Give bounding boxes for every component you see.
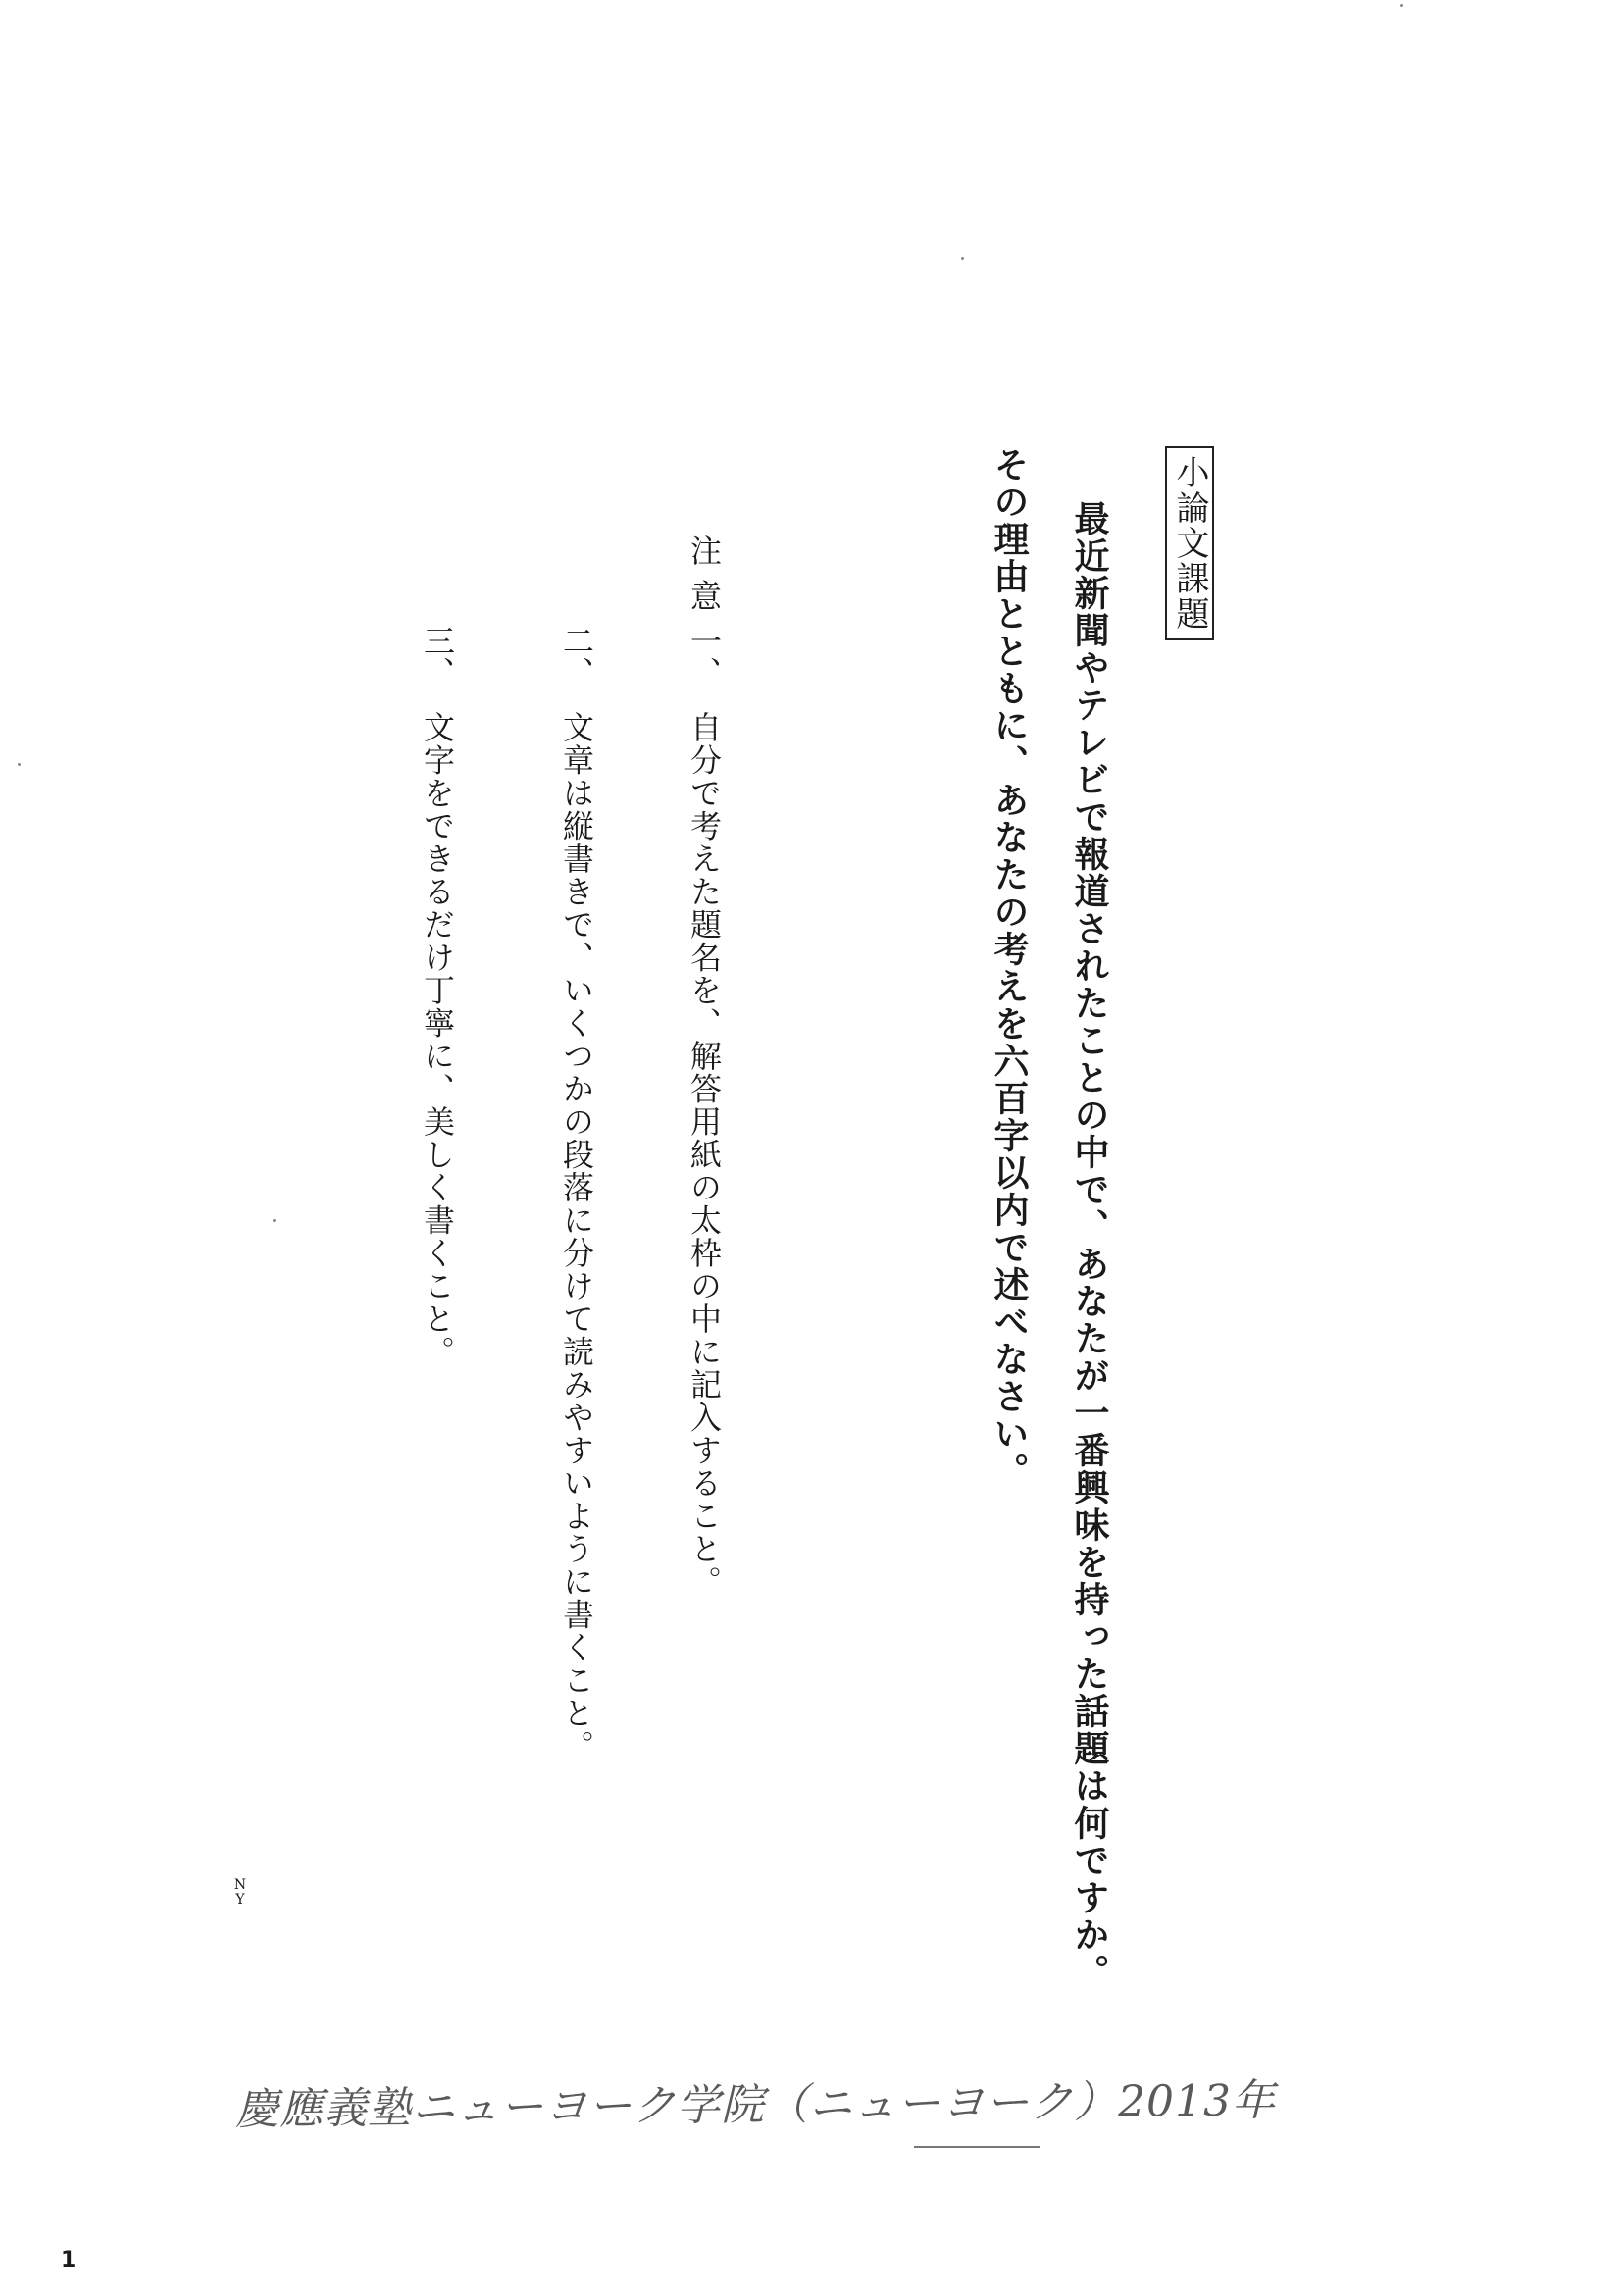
note-2-text: 文章は縦書きで、いくつかの段落に分けて読みやすいように書くこと。 <box>558 711 595 1762</box>
scan-speck <box>1400 4 1403 7</box>
handwritten-school-note: 慶應義塾ニューヨーク学院（ニューヨーク）2013年 <box>234 2075 1277 2135</box>
essay-heading-box <box>1165 446 1214 640</box>
scan-speck <box>961 257 964 260</box>
handwritten-underline <box>914 2146 1040 2148</box>
notes-label: 注意 <box>685 535 723 625</box>
scan-speck <box>18 763 21 766</box>
note-3-number: 三、 <box>419 625 456 688</box>
essay-prompt-line-1: 最近新聞やテレビで報道されたことの中で、あなたが一番興味を持った話題は何ですか。 <box>1069 500 1109 1991</box>
note-1-number: 一、 <box>685 625 723 688</box>
scan-speck <box>273 1219 276 1222</box>
page-number: 1 <box>61 2248 76 2272</box>
corner-mark-letter: N <box>233 1877 247 1893</box>
essay-prompt-line-2: その理由とともに、あなたの考えを六百字以内で述べなさい。 <box>989 446 1029 1490</box>
note-3-text: 文字をできるだけ丁寧に、美しく書くこと。 <box>419 711 456 1368</box>
note-1-text: 自分で考えた題名を、解答用紙の太枠の中に記入すること。 <box>685 711 723 1599</box>
ny-corner-mark <box>232 1878 248 1907</box>
note-2-number: 二、 <box>558 625 595 688</box>
corner-mark-letter: Y <box>235 1891 245 1908</box>
essay-heading: 小論文課題 <box>1170 455 1209 632</box>
